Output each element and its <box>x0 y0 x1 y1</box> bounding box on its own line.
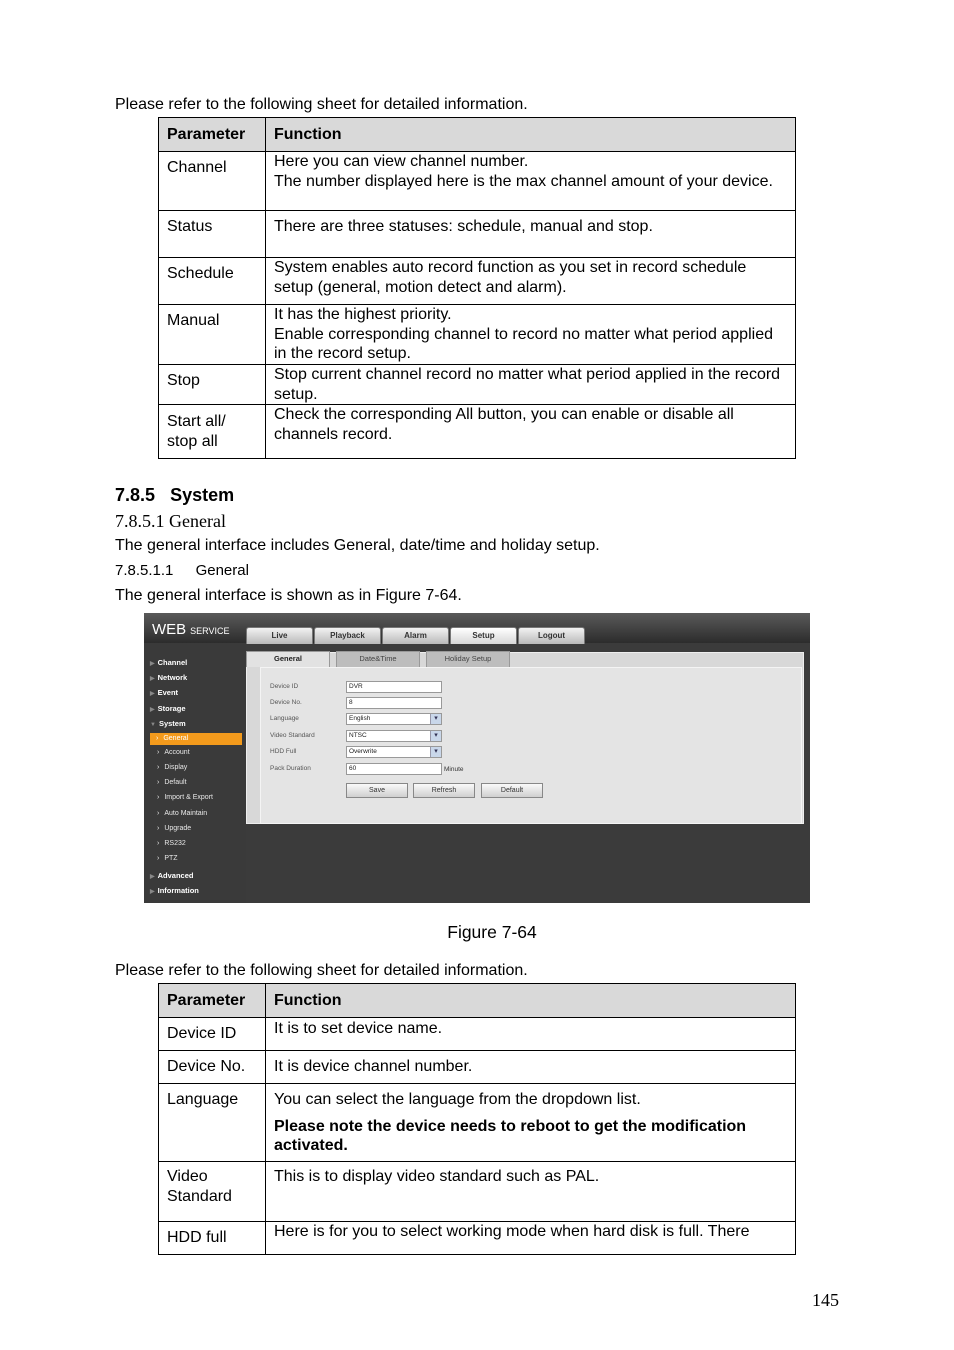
menu-system-display[interactable]: › Display <box>157 764 188 771</box>
video-standard-label: Video Standard <box>270 732 315 739</box>
param-cell: Manual <box>159 305 266 365</box>
param-cell: Stop <box>159 365 266 405</box>
expand-arrow-icon: ▶ <box>150 691 155 697</box>
function-note: Please note the device needs to reboot to get the modification activated. <box>274 1117 747 1154</box>
save-button[interactable]: Save <box>346 783 408 798</box>
pack-duration-unit: Minute <box>444 766 464 773</box>
function-cell: This is to display video standard such as PAL. <box>266 1162 796 1222</box>
expand-arrow-icon: ▶ <box>150 889 155 895</box>
menu-advanced[interactable]: ▶ Advanced <box>150 871 194 880</box>
chevron-right-icon: › <box>157 749 160 756</box>
nav-tab-setup[interactable]: Setup <box>450 627 517 644</box>
language-label: Language <box>270 715 299 722</box>
parameter-table-general <box>158 983 796 1255</box>
param-cell: Language <box>159 1084 266 1162</box>
video-standard-select[interactable]: NTSC ▾ <box>346 730 442 742</box>
menu-information[interactable]: ▶ Information <box>150 886 199 895</box>
table-header-function: Function <box>266 118 796 152</box>
param-cell: Channel <box>159 152 266 211</box>
subsubsection-number: 7.8.5.1.1 <box>115 562 174 579</box>
function-line: Enable corresponding channel to record no matter what period applied in the record setup. <box>274 325 773 362</box>
panel-tab-general[interactable]: General <box>246 651 330 667</box>
function-cell <box>266 1084 796 1162</box>
table-row <box>159 1084 796 1162</box>
hdd-full-select[interactable]: Overwrite ▾ <box>346 746 442 758</box>
table-row <box>159 405 796 459</box>
function-cell: It is to set device name. <box>266 1018 796 1051</box>
menu-system[interactable]: ▼ System <box>150 719 186 728</box>
menu-event[interactable]: ▶ Event <box>150 688 179 697</box>
menu-system-ptz[interactable]: › PTZ <box>157 855 178 862</box>
table-row <box>159 305 796 365</box>
figure-intro-text: The general interface is shown as in Figure 7-64. <box>115 587 462 604</box>
menu-system-default[interactable]: › Default <box>157 779 187 786</box>
param-cell: Status <box>159 211 266 258</box>
chevron-right-icon: › <box>157 825 160 832</box>
param-cell: Schedule <box>159 258 266 305</box>
table-row <box>159 211 796 258</box>
function-cell: It is device channel number. <box>266 1051 796 1084</box>
function-line: The number displayed here is the max channel amount of your device. <box>274 172 773 190</box>
table-row <box>159 1018 796 1051</box>
general-form <box>260 667 802 824</box>
function-line: Here you can view channel number. <box>274 153 529 170</box>
device-id-input[interactable]: DVR <box>346 681 442 693</box>
nav-tab-alarm[interactable]: Alarm <box>382 627 449 644</box>
param-cell: Device No. <box>159 1051 266 1084</box>
default-button[interactable]: Default <box>481 783 543 798</box>
nav-tab-playback[interactable]: Playback <box>314 627 381 644</box>
param-cell: HDD full <box>159 1222 266 1255</box>
function-cell <box>266 305 796 365</box>
menu-system-upgrade[interactable]: › Upgrade <box>157 825 192 832</box>
language-select[interactable]: English ▾ <box>346 713 442 725</box>
refresh-button[interactable]: Refresh <box>413 783 475 798</box>
chevron-right-icon: › <box>157 794 160 801</box>
device-no-input[interactable]: 8 <box>346 697 442 709</box>
table-row <box>159 152 796 211</box>
param-cell: Device ID <box>159 1018 266 1051</box>
menu-system-import-export[interactable]: › Import & Export <box>157 794 213 801</box>
subsubsection-heading <box>115 562 249 579</box>
device-no-label: Device No. <box>270 699 302 706</box>
pack-duration-input[interactable]: 60 <box>346 763 442 775</box>
expand-arrow-icon: ▶ <box>150 707 155 713</box>
menu-channel[interactable]: ▶ Channel <box>150 658 188 667</box>
chevron-right-icon: › <box>157 764 160 771</box>
top-bar <box>144 613 810 643</box>
hdd-full-label: HDD Full <box>270 748 297 755</box>
function-cell: Here is for you to select working mode when hard disk is full. There <box>266 1222 796 1255</box>
function-cell: Check the corresponding All button, you can enable or disable all channels record. <box>266 405 796 459</box>
table-header-parameter: Parameter <box>159 118 266 152</box>
chevron-right-icon: › <box>157 855 160 862</box>
menu-system-rs232[interactable]: › RS232 <box>157 840 186 847</box>
expand-arrow-icon: ▶ <box>150 874 155 880</box>
page-number: 145 <box>812 1290 839 1310</box>
chevron-right-icon: › <box>157 810 160 817</box>
parameter-table-record <box>158 117 796 459</box>
table-row <box>159 1051 796 1084</box>
figure-caption: Figure 7-64 <box>447 922 537 942</box>
menu-storage[interactable]: ▶ Storage <box>150 704 186 713</box>
web-service-logo: WEB SERVICE <box>152 621 230 638</box>
collapse-arrow-icon: ▼ <box>150 722 156 728</box>
function-cell <box>266 152 796 211</box>
intro-text-bottom: Please refer to the following sheet for detailed information. <box>115 962 528 979</box>
function-cell: System enables auto record function as you set in record schedule setup (general, motion detect and alarm). <box>266 258 796 305</box>
subsubsection-title: General <box>195 562 249 579</box>
left-menu <box>144 643 246 903</box>
param-cell: Video Standard <box>159 1162 266 1222</box>
device-id-label: Device ID <box>270 683 299 690</box>
section-number: 7.8.5 <box>115 485 156 505</box>
intro-text-top: Please refer to the following sheet for detailed information. <box>115 96 528 113</box>
panel-tab-holiday-setup[interactable]: Holiday Setup <box>426 651 510 667</box>
expand-arrow-icon: ▶ <box>150 676 155 682</box>
menu-system-general[interactable]: › General <box>150 733 242 745</box>
function-cell: Stop current channel record no matter what period applied in the record setup. <box>266 365 796 405</box>
subsection-text: The general interface includes General, date/time and holiday setup. <box>115 537 600 554</box>
table-row <box>159 258 796 305</box>
chevron-right-icon: › <box>157 779 160 786</box>
section-title: System <box>170 485 235 505</box>
table-row <box>159 365 796 405</box>
nav-tab-live[interactable]: Live <box>246 627 313 644</box>
function-cell: There are three statuses: schedule, manual and stop. <box>266 211 796 258</box>
param-cell: Start all/ stop all <box>159 405 266 459</box>
menu-system-account[interactable]: › Account <box>157 749 190 756</box>
function-line: You can select the language from the dropdown list. <box>274 1091 641 1108</box>
table-row <box>159 1162 796 1222</box>
expand-arrow-icon: ▶ <box>150 661 155 667</box>
nav-tab-logout[interactable]: Logout <box>518 627 585 644</box>
chevron-right-icon: › <box>156 735 159 742</box>
subsection-heading: 7.8.5.1 General <box>115 511 226 531</box>
table-row <box>159 1222 796 1255</box>
menu-network[interactable]: ▶ Network <box>150 673 188 682</box>
pack-duration-label: Pack Duration <box>270 765 311 772</box>
web-service-screenshot <box>144 613 810 903</box>
section-heading <box>115 485 234 506</box>
panel-tab-date-time[interactable]: Date&Time <box>336 651 420 667</box>
table-header-function: Function <box>266 984 796 1018</box>
menu-system-auto-maintain[interactable]: › Auto Maintain <box>157 810 208 817</box>
table-header-parameter: Parameter <box>159 984 266 1018</box>
chevron-right-icon: › <box>157 840 160 847</box>
function-line: It has the highest priority. <box>274 306 452 323</box>
